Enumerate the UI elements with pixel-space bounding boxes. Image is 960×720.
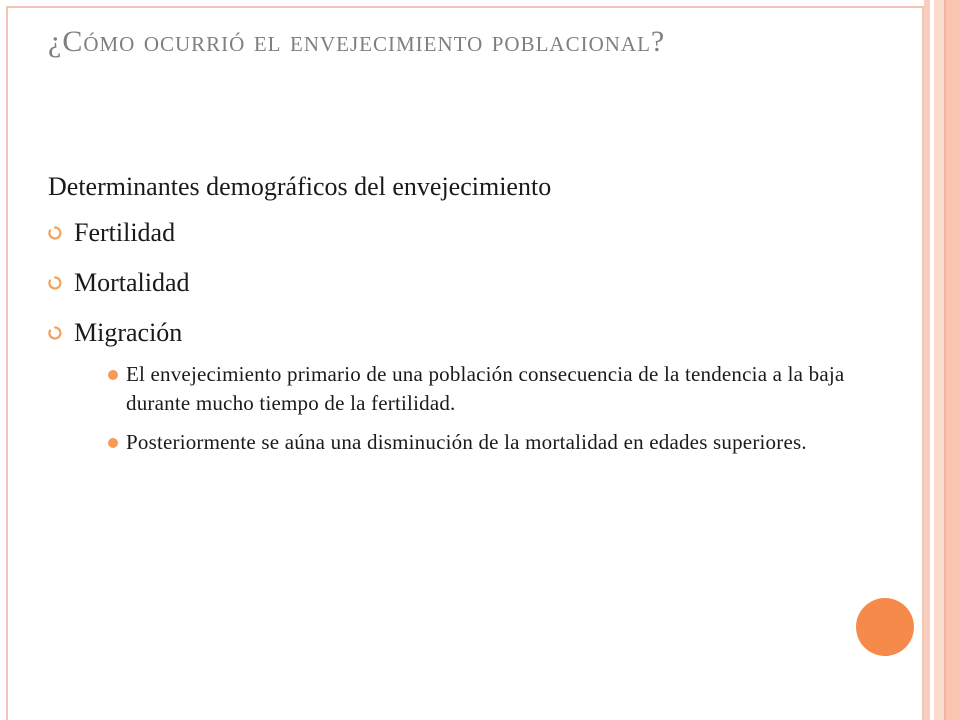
bullet-text: Mortalidad [74,268,190,297]
bullet-text: Fertilidad [74,218,176,247]
list-item [48,216,888,250]
bullet-list [48,216,888,457]
list-item [86,428,888,457]
dot-bullet-icon [108,438,118,448]
right-stripe [924,0,930,720]
list-item [48,316,888,457]
list-item [86,360,888,418]
orange-circle-icon [856,598,914,656]
sub-bullet-list [74,360,888,457]
right-stripe [934,0,944,720]
sub-bullet-text: El envejecimiento primario de una población consecuencia de la tendencia a la baja durante mucho tiempo de la fertilidad. [126,362,845,415]
lead-text: Determinantes demográficos del envejecimiento [48,172,552,201]
ring-bullet-icon [48,276,62,290]
sub-bullet-text: Posteriormente se aúna una disminución de la mortalidad en edades superiores. [126,430,807,454]
right-stripe [946,0,960,720]
bullet-text: Migración [74,318,183,347]
slide-body [48,170,888,473]
dot-bullet-icon [108,370,118,380]
ring-bullet-icon [48,326,62,340]
list-item [48,266,888,300]
slide-title: ¿Cómo ocurrió el envejecimiento poblacional? [48,25,666,58]
ring-bullet-icon [48,226,62,240]
